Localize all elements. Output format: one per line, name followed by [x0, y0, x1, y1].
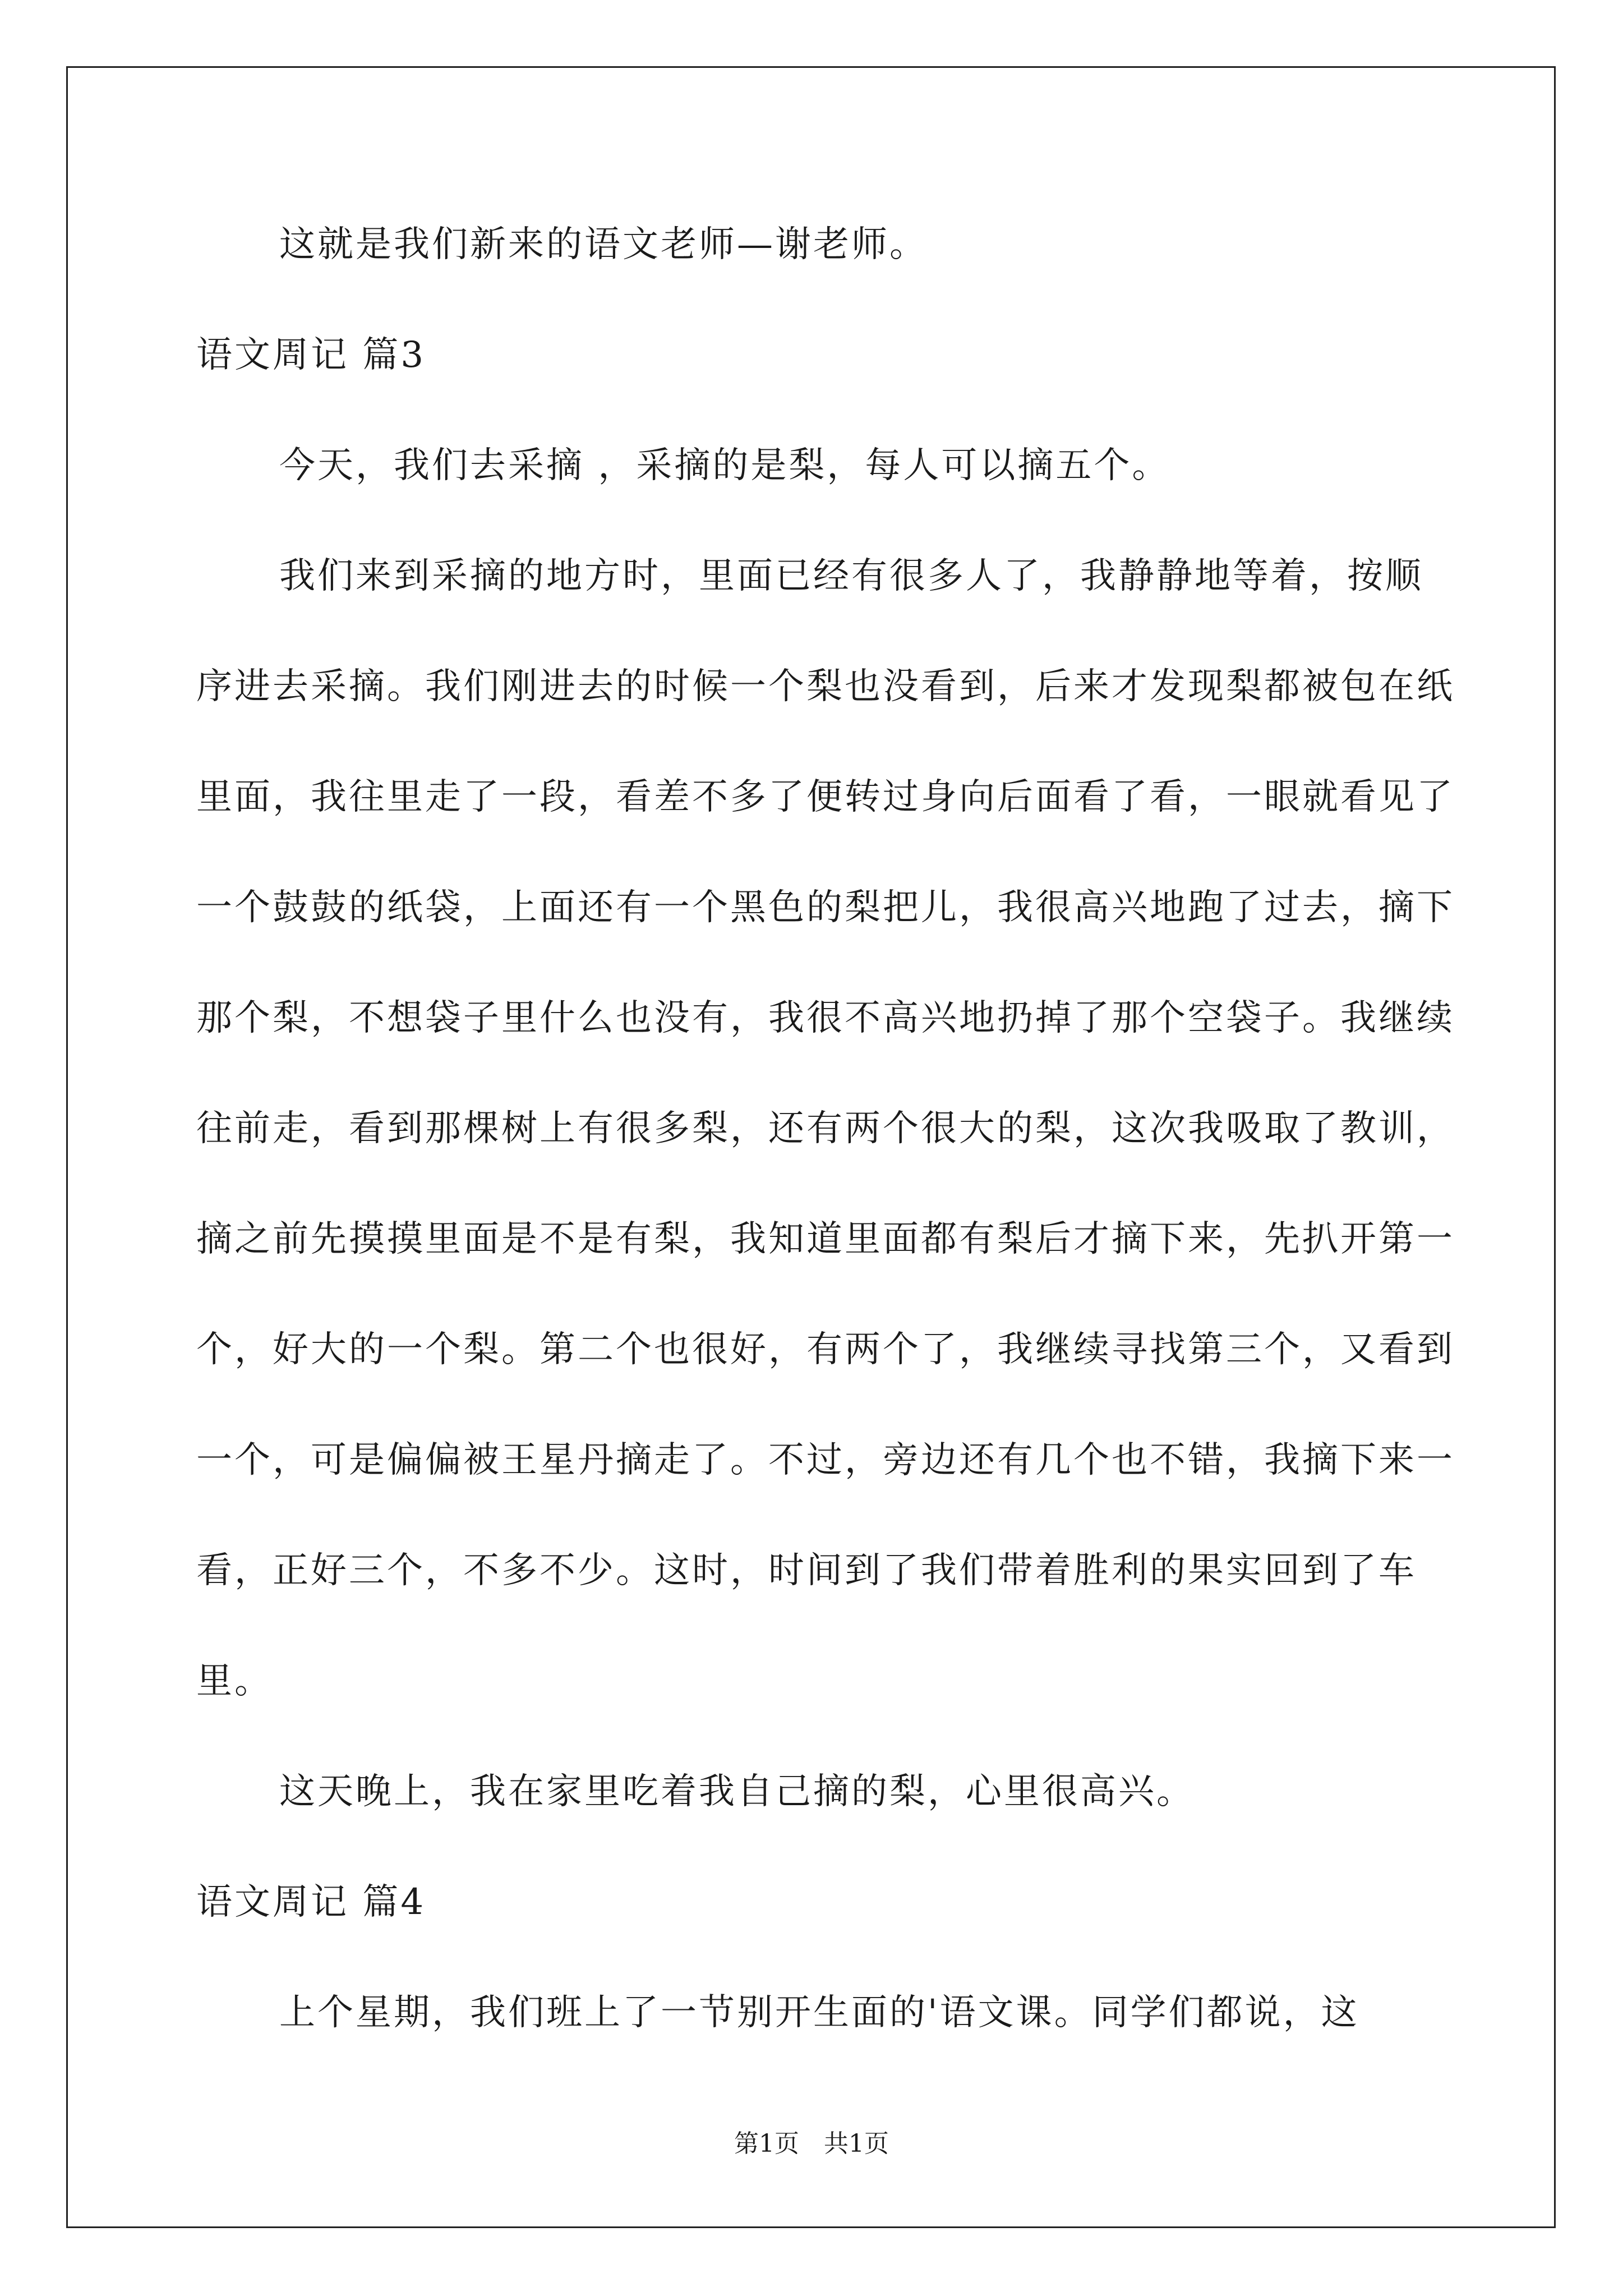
document-body — [196, 190, 1458, 2068]
paragraph-ending: 这天晚上，我在家里吃着我自己摘的梨，心里很高兴。 — [279, 1771, 1195, 1812]
section-heading-4: 语文周记 篇4 — [196, 1881, 426, 1923]
section-heading-3: 语文周记 篇3 — [196, 334, 426, 376]
paragraph-next-section: 上个星期，我们班上了一节别开生面的'语文课。同学们都说，这 — [279, 1992, 1359, 2033]
paragraph-main-story: 我们来到采摘的地方时，里面已经有很多人了，我静静地等着，按顺序进去采摘。我们刚进去的时候一个梨也没看到，后来才发现梨都被包在纸里面，我往里走了一段，看差不多了便转过身向后面看了看，一眼就看见了一个鼓鼓的纸袋，上面还有一个黑色的梨把儿，我很高兴地跑了过去，摘下那个梨，不想袋子里什么也没有，我很不高兴地扔掉了那个空袋子。我继续往前走，看到那棵树上有很多梨，还有两个很大的梨，这次我吸取了教训，摘之前先摸摸里面是不是有梨，我知道里面都有梨后才摘下来，先扒开第一个，好大的一个梨。第二个也很好，有两个了，我继续寻找第三个，又看到一个，可是偏偏被王星丹摘走了。不过，旁边还有几个也不错，我摘下来一看，正好三个，不多不少。这时，时间到了我们带着胜利的果实回到了车里。 — [196, 555, 1455, 1702]
paragraph-intro: 今天，我们去采摘 ，采摘的是梨，每人可以摘五个。 — [279, 445, 1170, 486]
paragraph-closing-line: 这就是我们新来的语文老师—谢老师。 — [279, 224, 928, 265]
page-number-footer: 第1页 共1页 — [734, 2129, 889, 2158]
